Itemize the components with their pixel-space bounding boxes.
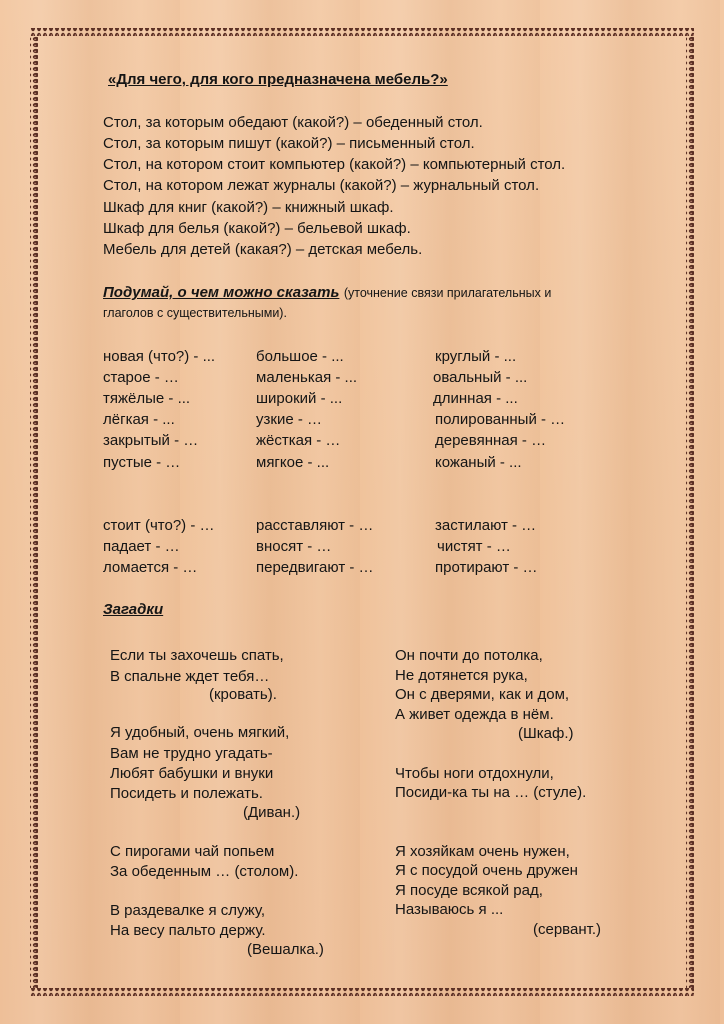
riddle-line: Я посуде всякой рад, bbox=[395, 882, 543, 899]
riddle-line: Любят бабушки и внуки bbox=[110, 765, 274, 782]
adjective-item: узкие - … bbox=[256, 411, 322, 428]
think-note-continued: глаголов с существительными). bbox=[103, 306, 287, 320]
riddle-line: С пирогами чай попьем bbox=[110, 843, 275, 860]
riddle-answer: (сервант.) bbox=[533, 921, 601, 938]
adjective-item: пустые - … bbox=[103, 454, 181, 471]
adjective-item: закрытый - … bbox=[103, 432, 199, 449]
riddle-line: Если ты захочешь спать, bbox=[110, 647, 284, 664]
adjective-item: жёсткая - … bbox=[256, 432, 341, 449]
riddle-line: А живет одежда в нём. bbox=[395, 706, 554, 723]
riddle-line: Посидеть и полежать. bbox=[110, 785, 263, 802]
riddle-line: На весу пальто держу. bbox=[110, 922, 266, 939]
riddle-line: Вам не трудно угадать- bbox=[110, 745, 273, 762]
verb-item: падает - … bbox=[103, 538, 180, 555]
riddle-line: За обеденным … (столом). bbox=[110, 863, 299, 880]
riddle-line: В раздевалке я служу, bbox=[110, 902, 266, 919]
adjective-item: широкий - ... bbox=[256, 390, 343, 407]
adjective-item: круглый - ... bbox=[435, 348, 517, 365]
verb-item: вносят - … bbox=[256, 538, 332, 555]
think-heading-row bbox=[103, 284, 551, 302]
example-line: Стол, на котором стоит компьютер (какой?) – компьютерный стол. bbox=[103, 156, 566, 173]
adjective-item: деревянная - … bbox=[435, 432, 547, 449]
riddle-line: Он почти до потолка, bbox=[395, 647, 543, 664]
example-line: Стол, за которым обедают (какой?) – обеденный стол. bbox=[103, 114, 483, 131]
adjective-item: кожаный - ... bbox=[435, 454, 522, 471]
verb-item: ломается - … bbox=[103, 559, 198, 576]
riddle-answer: (Вешалка.) bbox=[247, 941, 324, 958]
riddle-line: Посиди-ка ты на … (стуле). bbox=[395, 784, 587, 801]
adjective-item: большое - ... bbox=[256, 348, 344, 365]
adjective-item: полированный - … bbox=[435, 411, 566, 428]
verb-item: протирают - … bbox=[435, 559, 538, 576]
adjective-item: лёгкая - ... bbox=[103, 411, 175, 428]
riddle-line: Не дотянется рука, bbox=[395, 667, 528, 684]
example-line: Стол, за которым пишут (какой?) – письменный стол. bbox=[103, 135, 475, 152]
riddle-line: Я с посудой очень дружен bbox=[395, 862, 578, 879]
adjective-item: новая (что?) - ... bbox=[103, 348, 216, 365]
verb-item: чистят - … bbox=[437, 538, 511, 555]
adjective-item: маленькая - ... bbox=[256, 369, 358, 386]
riddle-line: Я хозяйкам очень нужен, bbox=[395, 843, 570, 860]
riddle-answer: (Диван.) bbox=[243, 804, 301, 821]
adjective-item: старое - … bbox=[103, 369, 179, 386]
verb-item: застилают - … bbox=[435, 517, 537, 534]
example-line: Шкаф для белья (какой?) – бельевой шкаф. bbox=[103, 220, 411, 237]
think-heading: Подумай, о чем можно сказать bbox=[103, 284, 340, 301]
verb-item: стоит (что?) - … bbox=[103, 517, 215, 534]
riddles-heading: Загадки bbox=[103, 601, 164, 618]
riddle-answer: (кровать). bbox=[209, 686, 277, 703]
verb-item: расставляют - … bbox=[256, 517, 374, 534]
worksheet-title: «Для чего, для кого предназначена мебель?» bbox=[108, 71, 448, 88]
riddle-line: Называюсь я ... bbox=[395, 901, 504, 918]
riddle-line: Я удобный, очень мягкий, bbox=[110, 724, 290, 741]
adjective-item: мягкое - ... bbox=[256, 454, 330, 471]
example-line: Шкаф для книг (какой?) – книжный шкаф. bbox=[103, 199, 394, 216]
think-note: (уточнение связи прилагательных и bbox=[343, 286, 552, 300]
riddle-line: Он с дверями, как и дом, bbox=[395, 686, 570, 703]
riddle-line: Чтобы ноги отдохнули, bbox=[395, 765, 554, 782]
verb-item: передвигают - … bbox=[256, 559, 374, 576]
adjective-item: овальный - ... bbox=[433, 369, 528, 386]
example-line: Мебель для детей (какая?) – детская мебель. bbox=[103, 241, 423, 258]
riddle-answer: (Шкаф.) bbox=[518, 725, 574, 742]
example-line: Стол, на котором лежат журналы (какой?) – журнальный стол. bbox=[103, 177, 540, 194]
riddle-line: В спальне ждет тебя… bbox=[110, 668, 270, 685]
adjective-item: длинная - ... bbox=[433, 390, 518, 407]
adjective-item: тяжёлые - ... bbox=[103, 390, 191, 407]
